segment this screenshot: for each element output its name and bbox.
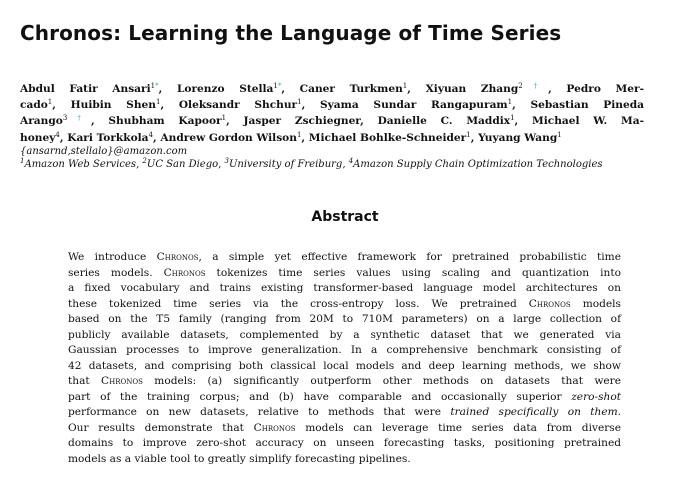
author-affiliation-marker: 1* — [150, 82, 159, 90]
author-name: Oleksandr Shchur — [178, 99, 298, 112]
author-name: Huibin Shen — [70, 99, 156, 112]
author-affiliation-marker: 1 — [221, 114, 227, 123]
author-affiliation-marker: 1 — [507, 98, 513, 107]
author-affiliation-marker: 4 — [148, 130, 154, 139]
abstract-line: these tokenized time series via the cross-entropy loss. We pretrained Chronos models — [68, 297, 621, 310]
author-name: Sebastian Pineda — [530, 99, 644, 112]
abstract-line: publicly available datasets, complemented by a synthetic dataset that we generated via — [68, 328, 621, 341]
author-name: Xiyuan Zhang — [425, 83, 519, 95]
author-affiliation-marker: 1 — [296, 130, 302, 139]
author-affiliation-marker: 3† — [62, 114, 91, 123]
author-name: Andrew Gordon Wilson — [160, 131, 297, 144]
abstract-line: series models. Chronos tokenizes time series values using scaling and quantization into — [68, 266, 622, 279]
abstract-line: that Chronos models: (a) significantly outperform other methods on datasets that were — [68, 375, 621, 387]
abstract-line: models as a viable tool to greatly simplify forecasting pipelines. — [68, 452, 411, 465]
affiliation-name: UC San Diego — [146, 159, 219, 170]
author-affiliation-marker: 2† — [518, 82, 549, 90]
abstract-line: part of the training corpus; and (b) have comparable and occasionally superior zero-shot — [68, 390, 621, 403]
author-affiliation-marker: 1 — [47, 98, 53, 107]
affiliation-number: 4 — [348, 157, 354, 165]
abstract-line: domains to improve zero-shot accuracy on unseen forecasting tasks, positioning pretrained — [68, 437, 621, 449]
abstract-line: a fixed vocabulary and trains existing transformer-based language model architectures on — [68, 282, 621, 294]
abstract-line: Gaussian processes to improve generalization. In a comprehensive benchmark consisting of — [68, 344, 621, 356]
author-note-marker[interactable]: † — [67, 114, 91, 123]
author-affiliation-marker: 4 — [55, 130, 60, 139]
author-note-marker[interactable]: * — [277, 82, 282, 90]
author-name: Michael Bohlke-Schneider — [308, 131, 467, 144]
affiliation-number: 3 — [224, 157, 229, 165]
author-affiliation-marker: 1* — [273, 82, 282, 90]
author-line: cado$^1$, Huibin Shen$^1$, Oleksandr Shchur$^1$, Syama Sundar Rangapuram$^1$, Sebastian Pineda — [20, 98, 644, 112]
author-affiliation-marker: 1 — [510, 114, 515, 123]
author-name: cado — [20, 99, 48, 112]
affiliation-name: University of Freiburg — [228, 159, 343, 170]
author-name: Lorenzo Stella — [176, 83, 274, 95]
author-name: Kari Torkkola — [67, 131, 149, 144]
affiliation-number: 2 — [142, 157, 147, 165]
abstract-line: based on the T5 family (ranging from 20M to 710M parameters) on a large collection of — [68, 313, 621, 325]
author-note-marker[interactable]: † — [522, 82, 549, 90]
author-name: Arango — [20, 115, 63, 128]
author-line: honey$^4$, Kari Torkkola$^4$, Andrew Gordon Wilson$^1$, Michael Bohlke-Schneider$^1$, Yuyang Wang$^1$ — [20, 130, 562, 144]
author-name: Danielle C. Maddix — [377, 115, 511, 128]
abstract-line: 42 datasets, and comprising both classical local models and deep learning methods, we show — [68, 359, 621, 372]
author-list — [20, 81, 644, 146]
author-note-marker[interactable]: * — [155, 82, 159, 90]
author-name: honey — [20, 131, 56, 144]
author-name: Michael W. Ma- — [532, 115, 644, 128]
author-name: Yuyang Wang — [478, 131, 558, 144]
author-affiliation-marker: 1 — [402, 82, 408, 90]
abstract-body — [68, 250, 621, 467]
author-name: Jasper Zschiegner — [243, 115, 361, 128]
author-affiliation-marker: 1 — [297, 98, 302, 107]
author-name: Shubham Kapoor — [108, 115, 222, 128]
author-name: Abdul Fatir Ansari — [20, 83, 151, 95]
author-name: Syama Sundar Rangapuram — [320, 99, 508, 112]
author-affiliation-marker: 1 — [466, 130, 471, 139]
author-affiliation-marker: 1 — [155, 98, 161, 107]
affiliation-name: Amazon Web Services — [24, 159, 137, 170]
affiliations: $^1$Amazon Web Services, $^2$UC San Diego, $^3$University of Freiburg, $^4$Amazon Supply Chain Optimization Technologies — [20, 157, 603, 170]
abstract-line: We introduce Chronos, a simple yet effective framework for pretrained probabilistic time — [68, 251, 621, 263]
author-email: {ansarnd,stellalo}@amazon.com — [20, 146, 188, 157]
abstract-line: Our results demonstrate that Chronos models can leverage time series data from diverse — [68, 421, 621, 434]
author-line: Abdul Fatir Ansari$^{1*}$, Lorenzo Stella$^{1*}$, Caner Turkmen$^1$, Xiyuan Zhang$^{2\dagger}$, Pedro Mer- — [20, 82, 644, 95]
author-name: Caner Turkmen — [299, 83, 403, 95]
affiliation-name: Amazon Supply Chain Optimization Technologies — [353, 159, 603, 170]
author-affiliation-marker: 1 — [557, 130, 562, 139]
author-name: Pedro Mer- — [566, 83, 644, 95]
abstract-line: performance on new datasets, relative to methods that were trained specifically on them. — [68, 406, 622, 418]
author-line: Arango$^{3\dagger}$, Shubham Kapoor$^1$, Jasper Zschiegner, Danielle C. Maddix$^1$, Michael W. Ma- — [20, 114, 644, 128]
affiliation-number: 1 — [20, 157, 25, 165]
abstract-heading: Abstract — [311, 209, 379, 225]
paper-title: Chronos: Learning the Language of Time Series — [20, 21, 562, 45]
